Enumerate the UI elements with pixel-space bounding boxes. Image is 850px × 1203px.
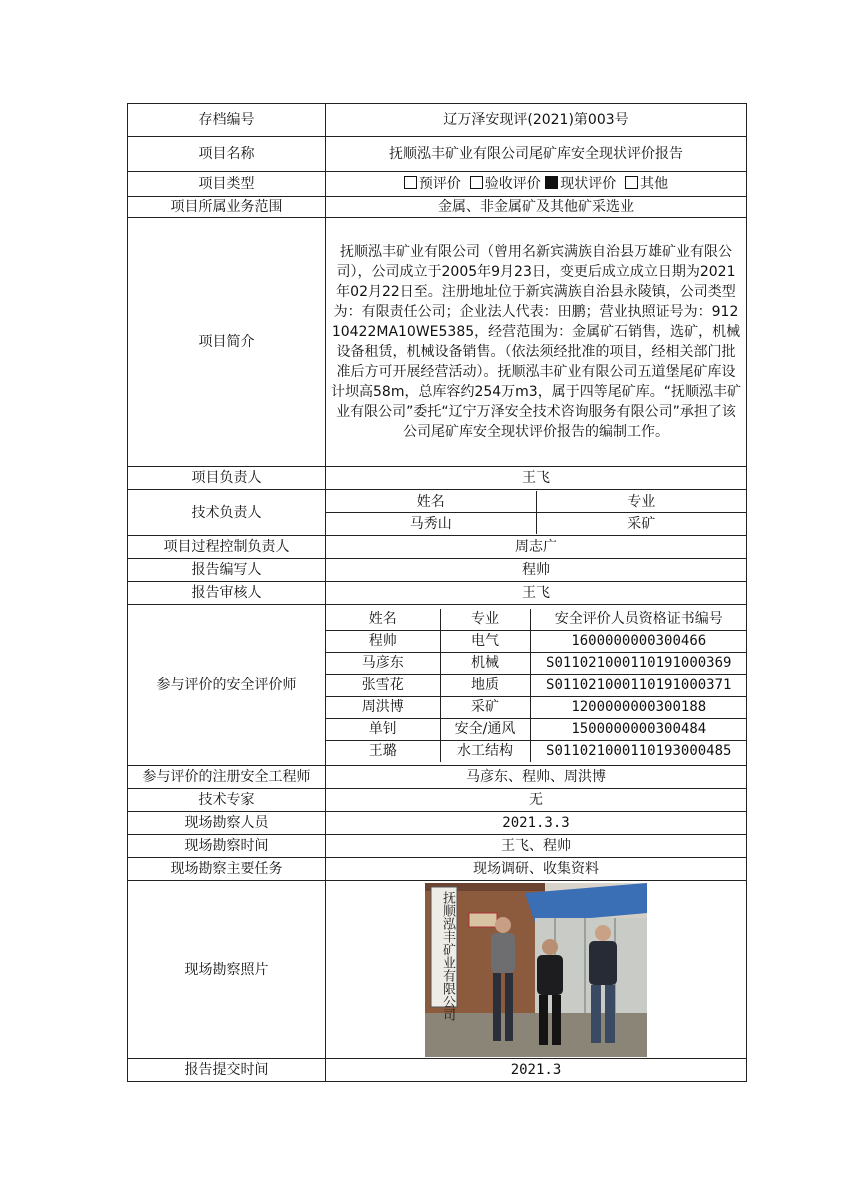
evaluator-major: 水工结构	[440, 740, 530, 762]
evaluator-cert: S011021000110193000485	[530, 740, 747, 762]
project-type-options	[326, 172, 747, 197]
table-row	[326, 696, 747, 718]
site-time-label: 现场勘察时间	[128, 835, 326, 858]
site-task-value: 现场调研、收集资料	[326, 858, 747, 881]
site-staff-label: 现场勘察人员	[128, 812, 326, 835]
project-leader-value: 王飞	[326, 467, 747, 490]
process-control-value: 周志广	[326, 536, 747, 559]
table-row	[326, 740, 747, 762]
table-row	[326, 718, 747, 740]
checkbox-icon	[625, 176, 638, 189]
tech-leader-table	[326, 491, 746, 534]
tech-leader-name: 马秀山	[326, 513, 536, 535]
table-row	[326, 652, 747, 674]
evaluator-major: 安全/通风	[440, 718, 530, 740]
archive-no-label: 存档编号	[128, 104, 326, 137]
project-name-label: 项目名称	[128, 137, 326, 172]
option-other: 其他	[625, 176, 668, 192]
sign-text: 抚顺泓丰矿业有限公司	[440, 890, 455, 1021]
site-photo	[425, 883, 647, 1057]
submit-time-label: 报告提交时间	[128, 1059, 326, 1082]
option-pre-eval: 预评价	[404, 176, 461, 192]
site-photo-label: 现场勘察照片	[128, 881, 326, 1059]
evaluator-major: 采矿	[440, 696, 530, 718]
evaluators-label: 参与评价的安全评价师	[128, 605, 326, 766]
tech-leader-header-name: 姓名	[326, 491, 536, 513]
site-task-label: 现场勘察主要任务	[128, 858, 326, 881]
checked-box-icon	[545, 176, 558, 189]
process-control-label: 项目过程控制负责人	[128, 536, 326, 559]
report-reviewer-label: 报告审核人	[128, 582, 326, 605]
report-reviewer-value: 王飞	[326, 582, 747, 605]
evaluators-table	[326, 609, 747, 762]
site-staff-value: 2021.3.3	[326, 812, 747, 835]
evaluator-cert: 1200000000300188	[530, 696, 747, 718]
option-status-eval: 现状评价	[545, 176, 616, 192]
checkbox-icon	[470, 176, 483, 189]
evaluator-cert: 1600000000300466	[530, 630, 747, 652]
evaluator-name: 张雪花	[326, 674, 440, 696]
evaluator-cert: S011021000110191000371	[530, 674, 747, 696]
report-writer-label: 报告编写人	[128, 559, 326, 582]
report-cover-table	[127, 103, 747, 1082]
evaluator-name: 程帅	[326, 630, 440, 652]
evaluator-major: 地质	[440, 674, 530, 696]
business-scope-label: 项目所属业务范围	[128, 197, 326, 218]
option-acceptance-eval: 验收评价	[470, 176, 541, 192]
evaluator-cert: 1500000000300484	[530, 718, 747, 740]
evaluators-header-name: 姓名	[326, 609, 440, 631]
tech-leader-label: 技术负责人	[128, 490, 326, 536]
intro-label: 项目简介	[128, 218, 326, 467]
report-writer-value: 程帅	[326, 559, 747, 582]
tech-expert-value: 无	[326, 789, 747, 812]
project-type-label: 项目类型	[128, 172, 326, 197]
tech-expert-label: 技术专家	[128, 789, 326, 812]
evaluator-major: 电气	[440, 630, 530, 652]
tech-leader-header-major: 专业	[536, 491, 746, 513]
evaluators-header-cert: 安全评价人员资格证书编号	[530, 609, 747, 631]
project-name-value: 抚顺泓丰矿业有限公司尾矿库安全现状评价报告	[326, 137, 747, 172]
tech-leader-major: 采矿	[536, 513, 746, 535]
site-time-value: 王飞、程帅	[326, 835, 747, 858]
evaluator-name: 马彦东	[326, 652, 440, 674]
evaluator-name: 王璐	[326, 740, 440, 762]
checkbox-icon	[404, 176, 417, 189]
site-photo-image	[425, 883, 647, 1057]
project-leader-label: 项目负责人	[128, 467, 326, 490]
evaluator-name: 周洪博	[326, 696, 440, 718]
table-row	[326, 674, 747, 696]
submit-time-value: 2021.3	[326, 1059, 747, 1082]
intro-text: 抚顺泓丰矿业有限公司（曾用名新宾满族自治县万雄矿业有限公司），公司成立于2005年9月23日，变更后成立成立日期为2021年02月22日至。注册地址位于新宾满族自治县永陵镇，公司类型为：有限责任公司；企业法人代表：田鹏；营业执照证号为：91210422MA10WE5385，经营范围为：金属矿石销售，选矿，机械设备租赁，机械设备销售。（依法须经批准的项目，经相关部门批准后方可开展经营活动）。抚顺泓丰矿业有限公司五道堡尾矿库设计坝高58m，总库容约254万m3，属于四等尾矿库。“抚顺泓丰矿业有限公司”委托“辽宁万泽安全技术咨询服务有限公司”承担了该公司尾矿库安全现状评价报告的编制工作。	[326, 218, 747, 467]
evaluators-header-major: 专业	[440, 609, 530, 631]
archive-no-value: 辽万泽安现评(2021)第003号	[326, 104, 747, 137]
evaluator-cert: S011021000110191000369	[530, 652, 747, 674]
evaluator-major: 机械	[440, 652, 530, 674]
evaluator-name: 单钊	[326, 718, 440, 740]
business-scope-value: 金属、非金属矿及其他矿采选业	[326, 197, 747, 218]
registered-engineers-value: 马彦东、程帅、周洪博	[326, 766, 747, 789]
registered-engineers-label: 参与评价的注册安全工程师	[128, 766, 326, 789]
table-row	[326, 630, 747, 652]
